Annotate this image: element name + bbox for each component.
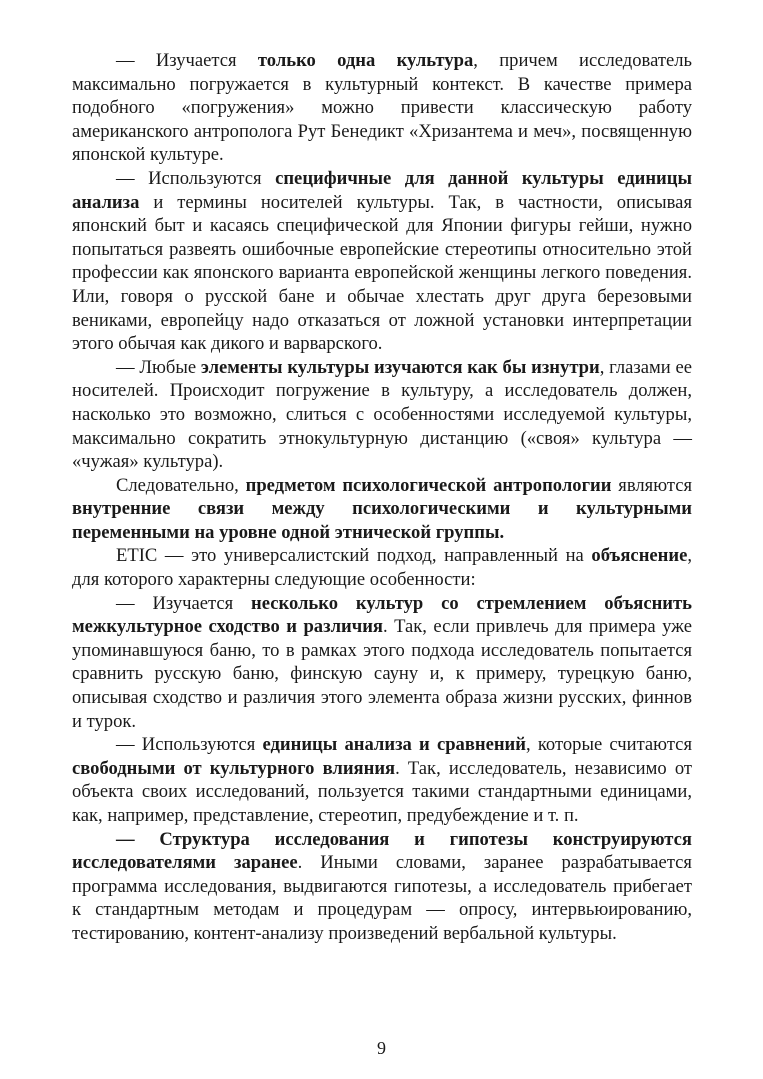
- text-run: — Используются: [116, 734, 263, 756]
- text-run: — Изучается: [116, 50, 258, 71]
- text-run: ETIC — это универсалистский подход, направленный на: [116, 545, 592, 567]
- bold-text: единицы анализа и сравнений: [262, 734, 526, 756]
- text-run: . Так, если привлечь для примера уже упоминавшуюся баню, то в рамках этого подхода исследователь попытается сравнить русскую баню, финскую сауну и, к примеру, турецкую баню, описывая сходство и различия этого элемента образа жизни русских, финнов и турок.: [72, 616, 692, 732]
- page-number: 9: [377, 1038, 386, 1058]
- page-body: [72, 49, 692, 946]
- text-run: . Так, исследователь, независимо от объекта своих исследований, пользуется такими стандартными единицами, как, например, представление, стереотип, предубеждение и т. п.: [72, 757, 692, 826]
- paragraph: [72, 474, 692, 545]
- bold-text: специфичные для данной культуры единицы анализа: [72, 167, 692, 213]
- bold-text: предметом психологической антропологии: [245, 474, 612, 496]
- bold-text: — Структура исследования и гипотезы конструируются исследователями заранее: [72, 828, 692, 874]
- paragraph: [72, 828, 692, 946]
- paragraph: [72, 592, 692, 734]
- paragraph: [72, 49, 692, 167]
- text-run: — Используются: [116, 167, 276, 189]
- bold-text: свободными от культурного влияния: [72, 757, 396, 779]
- paragraph: [72, 733, 692, 827]
- text-run: — Изучается: [116, 592, 252, 614]
- paragraph: [72, 544, 692, 591]
- text-run: , которые считаются: [526, 734, 692, 756]
- bold-text: объяснение: [591, 545, 688, 567]
- text-run: Следовательно,: [116, 474, 246, 496]
- bold-text: несколько культур со стремлением объяснить межкультурное сходство и различия: [72, 592, 692, 638]
- paragraph: [72, 356, 692, 474]
- text-run: , для которого характерны следующие особенности:: [72, 545, 692, 591]
- bold-text: элементы культуры изучаются как бы изнутри: [200, 356, 600, 378]
- paragraph: [72, 167, 692, 356]
- text-run: , глазами ее носителей. Происходит погружение в культуру, а исследователь должен, насколько это возможно, слиться с особенностями исследуемой культуры, максимально сократить этнокультурную дистанцию («своя» культура — «чужая» культура).: [72, 356, 692, 473]
- text-run: — Любые: [116, 356, 201, 378]
- text-run: . Иными словами, заранее разрабатывается программа исследования, выдвигаются гипотезы, а исследователь прибегает к стандартным методам и процедурам — опросу, интервьюированию, тестированию, контент-анализу произведений вербальной культуры.: [72, 852, 692, 944]
- bold-text: внутренние связи между психологическими и культурными переменными на уровне одной этнической группы.: [72, 498, 692, 543]
- text-run: и термины носителей культуры. Так, в частности, описывая японский быт и касаясь специфической для Японии фигуры гейши, нужно попытаться развеять ошибочные европейские стереотипы относительно этой профессии как японского варианта европейской женщины легкого поведения. Или, говоря о русской бане и обычае хлестать друг друга березовыми вениками, европейцу надо отказаться от ложной установки интерпретации этого обычая как дикого и варварского.: [72, 191, 692, 355]
- bold-text: только одна культура: [257, 50, 474, 71]
- text-run: , причем исследователь максимально погружается в культурный контекст. В качестве примера подобного «погружения» можно привести классическую работу американского антрополога Рут Бенедикт «Хризантема и меч», посвященную японской культуре.: [72, 50, 692, 166]
- text-run: являются: [611, 474, 693, 496]
